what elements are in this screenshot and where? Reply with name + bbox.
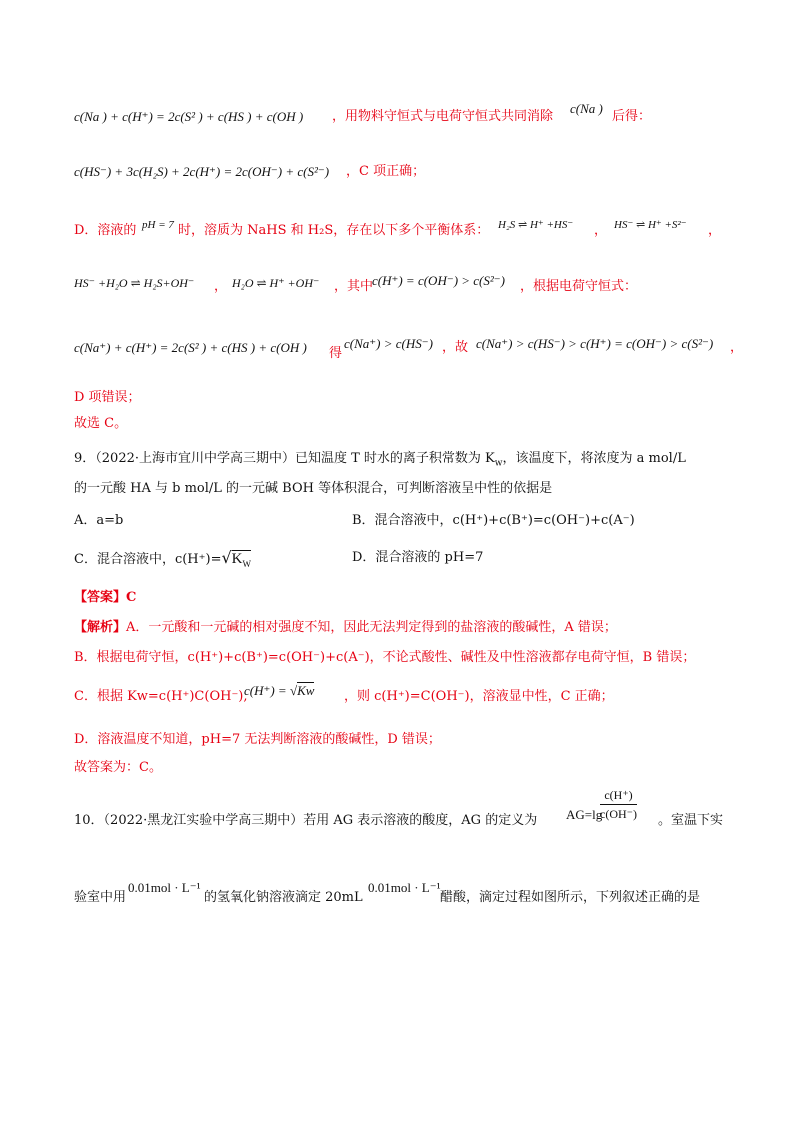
analysis-a [0, 615, 800, 641]
q10-conc-1: 0.01mol · L⁻¹ [128, 880, 201, 895]
q9-line2 [0, 476, 800, 502]
equation-charge-balance: c(Na ) + c(H⁺) = 2c(S² ) + c(HS ) + c(OH ) [74, 109, 304, 124]
text-d-wrong: D 项错误； [74, 390, 141, 405]
text-eliminate: ，用物料守恒式与电荷守恒式共同消除 [332, 109, 554, 124]
math-na-gt-hs: c(Na⁺) > c(HS⁻) [344, 336, 433, 351]
math-eq-hs: HS⁻ ⇌ H⁺ +S²⁻ [614, 219, 687, 231]
text-comma: ， [594, 223, 608, 238]
text-by-charge: ，根据电荷守恒式： [520, 279, 638, 294]
line-d-2 [0, 274, 800, 300]
q10-stem-2: 。室温下实 [658, 813, 724, 828]
analysis-d-text: D．溶液温度不知道，pH=7 无法判断溶液的酸碱性，D 错误； [74, 732, 441, 747]
q9-option-d[interactable]: D．混合溶液的 pH=7 [352, 550, 484, 565]
line-c-eq2 [0, 159, 800, 185]
q10-fraction: $\frac{c(H^+)}{c(OH^-)}$ [600, 788, 637, 821]
analysis-c-text-2: ，则 c(H⁺)=C(OH⁻)，溶液显中性，C 正确； [344, 689, 614, 704]
text-therefore: ，故 [442, 340, 469, 355]
equation-proton-balance: c(HS⁻) + 3c(H₂S) + 2c(H⁺) = 2c(OH⁻) + c(S²⁻) [74, 164, 330, 179]
text-among: ，其中 [334, 279, 374, 294]
answer-label: 【答案】C [74, 590, 137, 605]
q10-ag: AG=lg [566, 807, 603, 822]
text-d-label: D．溶液的 [74, 223, 137, 238]
line-c-eq1 [0, 101, 800, 130]
q10-stem-3: 验室中用 [74, 890, 127, 905]
q9-stem-1: 9．（2022·上海市宜川中学高三期中）已知温度 T 时水的离子积常数为 $K_w$，该温度下，将浓度为 a mol/L [74, 451, 686, 469]
math-compare: c(H⁺) = c(OH⁻) > c(S²⁻) [372, 273, 505, 288]
text-get: 得 [329, 346, 343, 361]
equation-charge-balance-2: c(Na⁺) + c(H⁺) = 2c(S² ) + c(HS ) + c(OH ) [74, 340, 307, 355]
math-c-na: c(Na ) [570, 101, 603, 116]
line-d-wrong [0, 385, 800, 411]
analysis-final-text: 故答案为：C。 [74, 760, 162, 775]
text-comma: ， [214, 279, 228, 294]
q10-stem-4: 的氢氧化钠溶液滴定 20mL [204, 890, 363, 905]
line-choose [0, 411, 800, 437]
analysis-final [0, 755, 800, 781]
math-c-h: c(H⁺) = √Kw [244, 683, 315, 698]
q9-line1 [0, 446, 800, 472]
q10-stem-1: 10．（2022·黑龙江实验中学高三期中）若用 AG 表示溶液的酸度，AG 的定义为 [74, 813, 538, 828]
line-d-3 [0, 335, 800, 361]
text-c-correct: ，C 项正确； [346, 164, 426, 179]
math-order: c(Na⁺) > c(HS⁻) > c(H⁺) = c(OH⁻) > c(S²⁻) [476, 336, 714, 351]
q10-line2 [0, 880, 800, 911]
q9-option-b[interactable]: B．混合溶液中，c(H⁺)+c(B⁺)=c(OH⁻)+c(A⁻) [352, 513, 635, 528]
q9-option-a[interactable]: A．a=b [74, 513, 124, 528]
q9-option-c[interactable]: C．混合溶液中，$c(H^+)=√K_W$ [74, 548, 252, 569]
answer-line [0, 585, 800, 611]
analysis-c-text-1: C．根据 Kw=c(H⁺)C(OH⁻), [74, 689, 248, 704]
text-comma: ， [708, 223, 722, 238]
math-eq-water: H₂O ⇌ H⁺ +OH⁻ [232, 276, 320, 290]
text-after: 后得： [612, 109, 652, 124]
q10-line1 [0, 788, 800, 834]
text-d-solute: 时，溶质为 NaHS 和 H₂S，存在以下多个平衡体系： [178, 223, 490, 238]
line-d-1 [0, 218, 800, 244]
q9-options-ab [0, 508, 800, 534]
analysis-d [0, 727, 800, 753]
text-choose-c: 故选 C。 [74, 416, 128, 431]
q9-stem-2: 的一元酸 HA 与 b mol/L 的一元碱 BOH 等体积混合，可判断溶液呈中性的依据是 [74, 481, 553, 496]
q9-options-cd [0, 545, 800, 571]
analysis-b [0, 645, 800, 671]
analysis-b-text: B．根据电荷守恒，c(H⁺)+c(B⁺)=c(OH⁻)+c(A⁻)，不论式酸性、碱性及中性溶液都存电荷守恒，B 错误； [74, 650, 696, 665]
q10-conc-2: 0.01mol · L⁻¹ [368, 880, 441, 895]
math-ph7: pH = 7 [142, 219, 174, 231]
math-eq-hydrolysis: HS⁻ +H₂O ⇌ H₂S+OH⁻ [74, 276, 195, 290]
q10-stem-5: 醋酸，滴定过程如图所示，下列叙述正确的是 [440, 890, 701, 905]
text-comma: ， [730, 340, 744, 355]
analysis-c [0, 684, 800, 710]
analysis-tag: 【解析】A．一元酸和一元碱的相对强度不知，因此无法判定得到的盐溶液的酸碱性，A 错误； [74, 620, 617, 635]
math-eq-h2s: H₂S ⇌ H⁺ +HS⁻ [498, 219, 574, 231]
